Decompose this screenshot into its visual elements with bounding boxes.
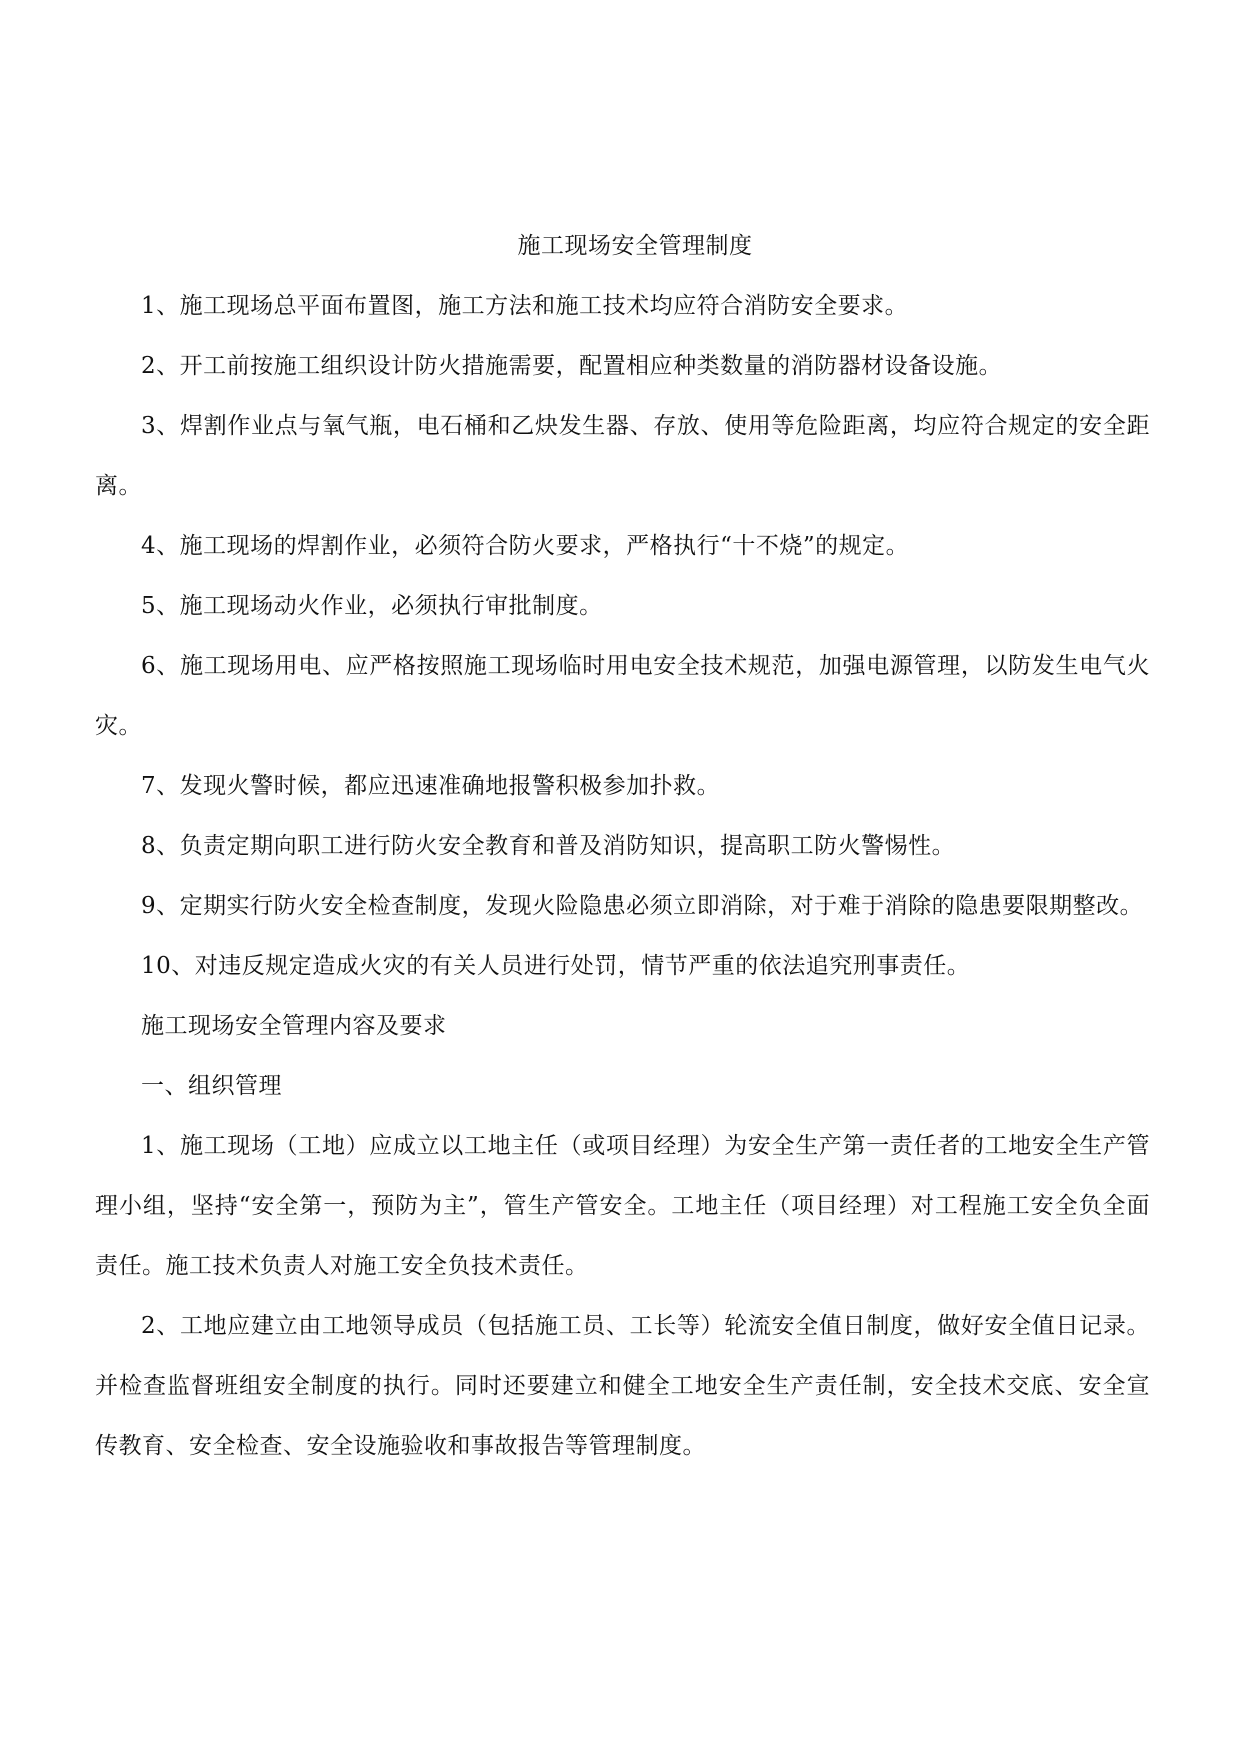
section-heading: 施工现场安全管理内容及要求 (141, 1013, 447, 1039)
paragraph-8: 8、负责定期向职工进行防火安全教育和普及消防知识，提高职工防火警惕性。 (141, 833, 956, 859)
paragraph-2: 2、开工前按施工组织设计防火措施需要，配置相应种类数量的消防器材设备设施。 (141, 353, 1003, 379)
document-body (95, 216, 1150, 1476)
paragraph-6: 6、施工现场用电、应严格按照施工现场临时用电安全技术规范，加强电源管理，以防发生电气火灾。 (95, 653, 1150, 739)
paragraph-9: 9、定期实行防火安全检查制度，发现火险隐患必须立即消除，对于难于消除的隐患要限期整改。 (141, 893, 1144, 919)
paragraph-4: 4、施工现场的焊割作业，必须符合防火要求，严格执行“十不烧”的规定。 (141, 533, 910, 559)
document-title: 施工现场安全管理制度 (517, 233, 753, 259)
paragraph-3: 3、焊割作业点与氧气瓶，电石桶和乙炔发生器、存放、使用等危险距离，均应符合规定的安全距离。 (95, 413, 1150, 499)
paragraph-1: 1、施工现场总平面布置图，施工方法和施工技术均应符合消防安全要求。 (141, 293, 909, 319)
paragraph-10: 10、对违反规定造成火灾的有关人员进行处罚，情节严重的依法追究刑事责任。 (141, 953, 971, 979)
org-paragraph-1: 1、施工现场（工地）应成立以工地主任（或项目经理）为安全生产第一责任者的工地安全生产管理小组，坚持“安全第一，预防为主”，管生产管安全。工地主任（项目经理）对工程施工安全负全面责任。施工技术负责人对施工安全负技术责任。 (95, 1133, 1150, 1279)
paragraph-7: 7、发现火警时候，都应迅速准确地报警积极参加扑救。 (141, 773, 721, 799)
org-paragraph-2: 2、工地应建立由工地领导成员（包括施工员、工长等）轮流安全值日制度，做好安全值日记录。并检查监督班组安全制度的执行。同时还要建立和健全工地安全生产责任制，安全技术交底、安全宣传教育、安全检查、安全设施验收和事故报告等管理制度。 (95, 1313, 1150, 1459)
paragraph-5: 5、施工现场动火作业，必须执行审批制度。 (141, 593, 603, 619)
subsection-heading: 一、组织管理 (141, 1073, 282, 1099)
